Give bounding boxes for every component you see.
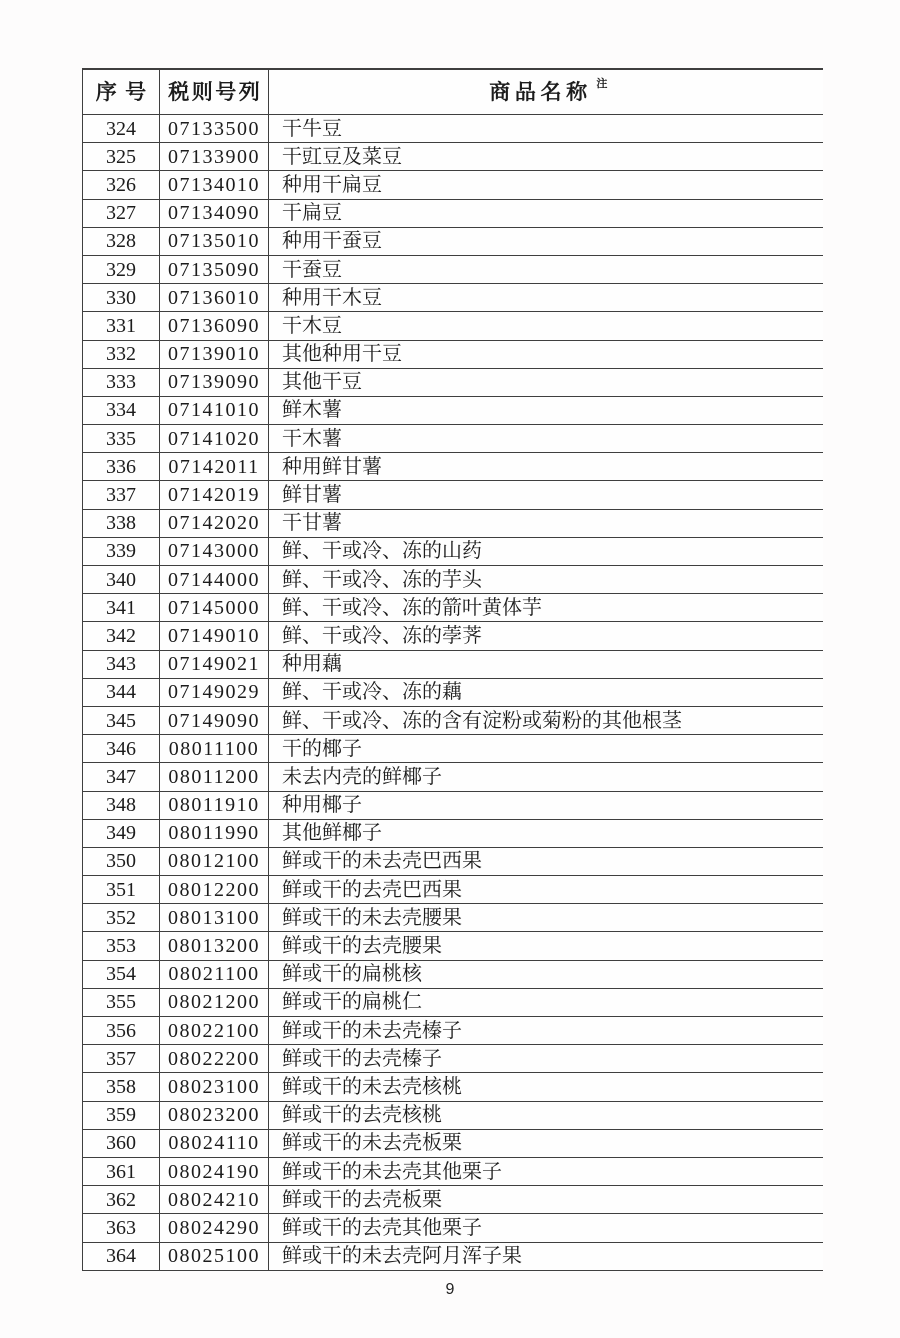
row-tariff-code: 08022200 — [160, 1045, 269, 1072]
row-tariff-code: 07144000 — [160, 566, 269, 593]
row-seq-number: 351 — [83, 876, 160, 903]
row-seq-number: 357 — [83, 1045, 160, 1072]
row-seq-number: 326 — [83, 171, 160, 198]
row-tariff-code: 08024110 — [160, 1130, 269, 1157]
row-product-name: 鲜或干的去壳腰果 — [282, 935, 442, 958]
column-header-tariff-code: 税则号列 — [160, 70, 269, 114]
row-seq-number: 353 — [83, 932, 160, 959]
row-product-name: 鲜、干或冷、冻的芋头 — [282, 568, 482, 591]
row-seq-number: 350 — [83, 848, 160, 875]
row-tariff-code: 07139010 — [160, 341, 269, 368]
row-tariff-code: 07135010 — [160, 228, 269, 255]
row-product-name: 鲜、干或冷、冻的箭叶黄体芋 — [282, 596, 542, 619]
row-product-name: 种用干木豆 — [282, 286, 382, 309]
row-tariff-code: 07142011 — [160, 453, 269, 480]
row-tariff-code: 07149029 — [160, 679, 269, 706]
row-tariff-code: 07149021 — [160, 651, 269, 678]
table-row — [83, 200, 823, 228]
row-product-name: 鲜或干的未去壳巴西果 — [282, 850, 482, 873]
row-seq-number: 347 — [83, 763, 160, 790]
row-tariff-code: 08011100 — [160, 735, 269, 762]
row-tariff-code: 08021200 — [160, 989, 269, 1016]
row-seq-number: 349 — [83, 820, 160, 847]
table-row — [83, 425, 823, 453]
row-product-name: 未去内壳的鲜椰子 — [282, 765, 442, 788]
row-tariff-code: 07141010 — [160, 397, 269, 424]
table-row — [83, 341, 823, 369]
row-seq-number: 340 — [83, 566, 160, 593]
table-row — [83, 566, 823, 594]
row-seq-number: 330 — [83, 284, 160, 311]
table-row — [83, 1017, 823, 1045]
row-seq-number: 324 — [83, 115, 160, 142]
row-seq-number: 362 — [83, 1186, 160, 1213]
row-seq-number: 364 — [83, 1243, 160, 1270]
table-row — [83, 510, 823, 538]
row-tariff-code: 07135090 — [160, 256, 269, 283]
header-note-superscript: 注 — [596, 77, 608, 90]
row-tariff-code: 08013200 — [160, 932, 269, 959]
row-product-name: 干牛豆 — [282, 117, 342, 140]
column-header-product-name-text: 商品名称 — [489, 79, 592, 104]
row-tariff-code: 08012100 — [160, 848, 269, 875]
table-row — [83, 1045, 823, 1073]
row-seq-number: 325 — [83, 143, 160, 170]
row-product-name: 鲜或干的未去壳阿月浑子果 — [282, 1245, 522, 1268]
row-product-name: 鲜或干的未去壳核桃 — [282, 1075, 462, 1098]
table-row — [83, 284, 823, 312]
row-product-name: 种用鲜甘薯 — [282, 455, 382, 478]
row-product-name: 种用椰子 — [282, 794, 362, 817]
table-row — [83, 481, 823, 509]
table-row — [83, 397, 823, 425]
tariff-table — [82, 68, 823, 1271]
row-tariff-code: 07142020 — [160, 510, 269, 537]
table-row — [83, 1158, 823, 1186]
row-tariff-code: 07136010 — [160, 284, 269, 311]
table-row — [83, 1186, 823, 1214]
row-tariff-code: 08024190 — [160, 1158, 269, 1185]
table-row — [83, 792, 823, 820]
row-tariff-code: 07139090 — [160, 369, 269, 396]
row-tariff-code: 08021100 — [160, 961, 269, 988]
row-tariff-code: 08011990 — [160, 820, 269, 847]
row-tariff-code: 08012200 — [160, 876, 269, 903]
table-row — [83, 171, 823, 199]
table-row — [83, 594, 823, 622]
row-product-name: 种用干扁豆 — [282, 173, 382, 196]
row-seq-number: 363 — [83, 1214, 160, 1241]
table-row — [83, 453, 823, 481]
row-tariff-code: 07133500 — [160, 115, 269, 142]
row-product-name: 鲜或干的去壳榛子 — [282, 1047, 442, 1070]
page-number: 9 — [445, 1281, 455, 1298]
row-seq-number: 334 — [83, 397, 160, 424]
table-row — [83, 143, 823, 171]
row-seq-number: 359 — [83, 1102, 160, 1129]
column-header-seq: 序号 — [83, 70, 160, 114]
row-product-name: 鲜、干或冷、冻的含有淀粉或菊粉的其他根茎 — [282, 709, 682, 732]
table-row — [83, 538, 823, 566]
table-row — [83, 1073, 823, 1101]
row-tariff-code: 07133900 — [160, 143, 269, 170]
row-tariff-code: 08011200 — [160, 763, 269, 790]
table-row — [83, 1214, 823, 1242]
row-product-name: 干甘薯 — [282, 512, 342, 535]
row-product-name: 干扁豆 — [282, 202, 342, 225]
row-product-name: 鲜或干的扁桃核 — [282, 963, 422, 986]
row-product-name: 鲜木薯 — [282, 399, 342, 422]
row-product-name: 鲜或干的未去壳板栗 — [282, 1132, 462, 1155]
row-product-name: 干木豆 — [282, 314, 342, 337]
table-row — [83, 651, 823, 679]
row-product-name: 鲜或干的去壳巴西果 — [282, 878, 462, 901]
row-tariff-code: 07145000 — [160, 594, 269, 621]
row-seq-number: 342 — [83, 622, 160, 649]
table-body — [83, 115, 823, 1271]
row-seq-number: 338 — [83, 510, 160, 537]
row-seq-number: 343 — [83, 651, 160, 678]
row-seq-number: 329 — [83, 256, 160, 283]
table-header-row — [83, 70, 823, 115]
row-product-name: 鲜或干的未去壳其他栗子 — [282, 1160, 502, 1183]
row-tariff-code: 07134090 — [160, 200, 269, 227]
row-product-name: 其他种用干豆 — [282, 343, 402, 366]
row-tariff-code: 07136090 — [160, 312, 269, 339]
row-product-name: 其他干豆 — [282, 371, 362, 394]
row-seq-number: 361 — [83, 1158, 160, 1185]
table-row — [83, 679, 823, 707]
table-row — [83, 1102, 823, 1130]
row-product-name: 鲜或干的去壳其他栗子 — [282, 1216, 482, 1239]
row-tariff-code: 07149090 — [160, 707, 269, 734]
row-seq-number: 333 — [83, 369, 160, 396]
row-product-name: 鲜或干的未去壳榛子 — [282, 1019, 462, 1042]
row-tariff-code: 07143000 — [160, 538, 269, 565]
row-seq-number: 331 — [83, 312, 160, 339]
row-seq-number: 358 — [83, 1073, 160, 1100]
table-row — [83, 256, 823, 284]
table-row — [83, 228, 823, 256]
row-seq-number: 337 — [83, 481, 160, 508]
row-product-name: 鲜或干的扁桃仁 — [282, 991, 422, 1014]
row-seq-number: 335 — [83, 425, 160, 452]
table-row — [83, 735, 823, 763]
row-seq-number: 328 — [83, 228, 160, 255]
table-row — [83, 1243, 823, 1271]
row-seq-number: 356 — [83, 1017, 160, 1044]
table-row — [83, 989, 823, 1017]
row-product-name: 种用干蚕豆 — [282, 230, 382, 253]
row-tariff-code: 07134010 — [160, 171, 269, 198]
table-row — [83, 312, 823, 340]
row-seq-number: 355 — [83, 989, 160, 1016]
row-tariff-code: 08024210 — [160, 1186, 269, 1213]
row-product-name: 干蚕豆 — [282, 258, 342, 281]
row-product-name: 鲜或干的去壳板栗 — [282, 1188, 442, 1211]
row-product-name: 干木薯 — [282, 427, 342, 450]
table-row — [83, 932, 823, 960]
row-tariff-code: 08022100 — [160, 1017, 269, 1044]
row-product-name: 鲜、干或冷、冻的藕 — [282, 681, 462, 704]
table-row — [83, 961, 823, 989]
row-tariff-code: 08013100 — [160, 904, 269, 931]
row-tariff-code: 07142019 — [160, 481, 269, 508]
table-row — [83, 876, 823, 904]
row-tariff-code: 08024290 — [160, 1214, 269, 1241]
row-tariff-code: 08023100 — [160, 1073, 269, 1100]
table-row — [83, 707, 823, 735]
table-row — [83, 848, 823, 876]
row-seq-number: 327 — [83, 200, 160, 227]
row-seq-number: 345 — [83, 707, 160, 734]
row-seq-number: 336 — [83, 453, 160, 480]
row-product-name: 鲜甘薯 — [282, 484, 342, 507]
table-row — [83, 820, 823, 848]
table-row — [83, 763, 823, 791]
row-seq-number: 348 — [83, 792, 160, 819]
column-header-product-name — [269, 70, 823, 114]
table-row — [83, 904, 823, 932]
row-seq-number: 354 — [83, 961, 160, 988]
row-seq-number: 339 — [83, 538, 160, 565]
table-row — [83, 369, 823, 397]
row-seq-number: 344 — [83, 679, 160, 706]
row-tariff-code: 08011910 — [160, 792, 269, 819]
row-product-name: 鲜、干或冷、冻的山药 — [282, 540, 482, 563]
row-product-name: 干豇豆及菜豆 — [282, 145, 402, 168]
row-seq-number: 332 — [83, 341, 160, 368]
row-seq-number: 360 — [83, 1130, 160, 1157]
row-seq-number: 341 — [83, 594, 160, 621]
row-tariff-code: 08023200 — [160, 1102, 269, 1129]
row-product-name: 种用藕 — [282, 653, 342, 676]
table-row — [83, 115, 823, 143]
row-product-name: 鲜或干的去壳核桃 — [282, 1104, 442, 1127]
row-tariff-code: 08025100 — [160, 1243, 269, 1270]
row-seq-number: 352 — [83, 904, 160, 931]
table-row — [83, 622, 823, 650]
row-product-name: 干的椰子 — [282, 737, 362, 760]
table-row — [83, 1130, 823, 1158]
row-product-name: 鲜或干的未去壳腰果 — [282, 906, 462, 929]
row-product-name: 鲜、干或冷、冻的荸荠 — [282, 624, 482, 647]
row-product-name: 其他鲜椰子 — [282, 822, 382, 845]
row-tariff-code: 07149010 — [160, 622, 269, 649]
row-tariff-code: 07141020 — [160, 425, 269, 452]
row-seq-number: 346 — [83, 735, 160, 762]
